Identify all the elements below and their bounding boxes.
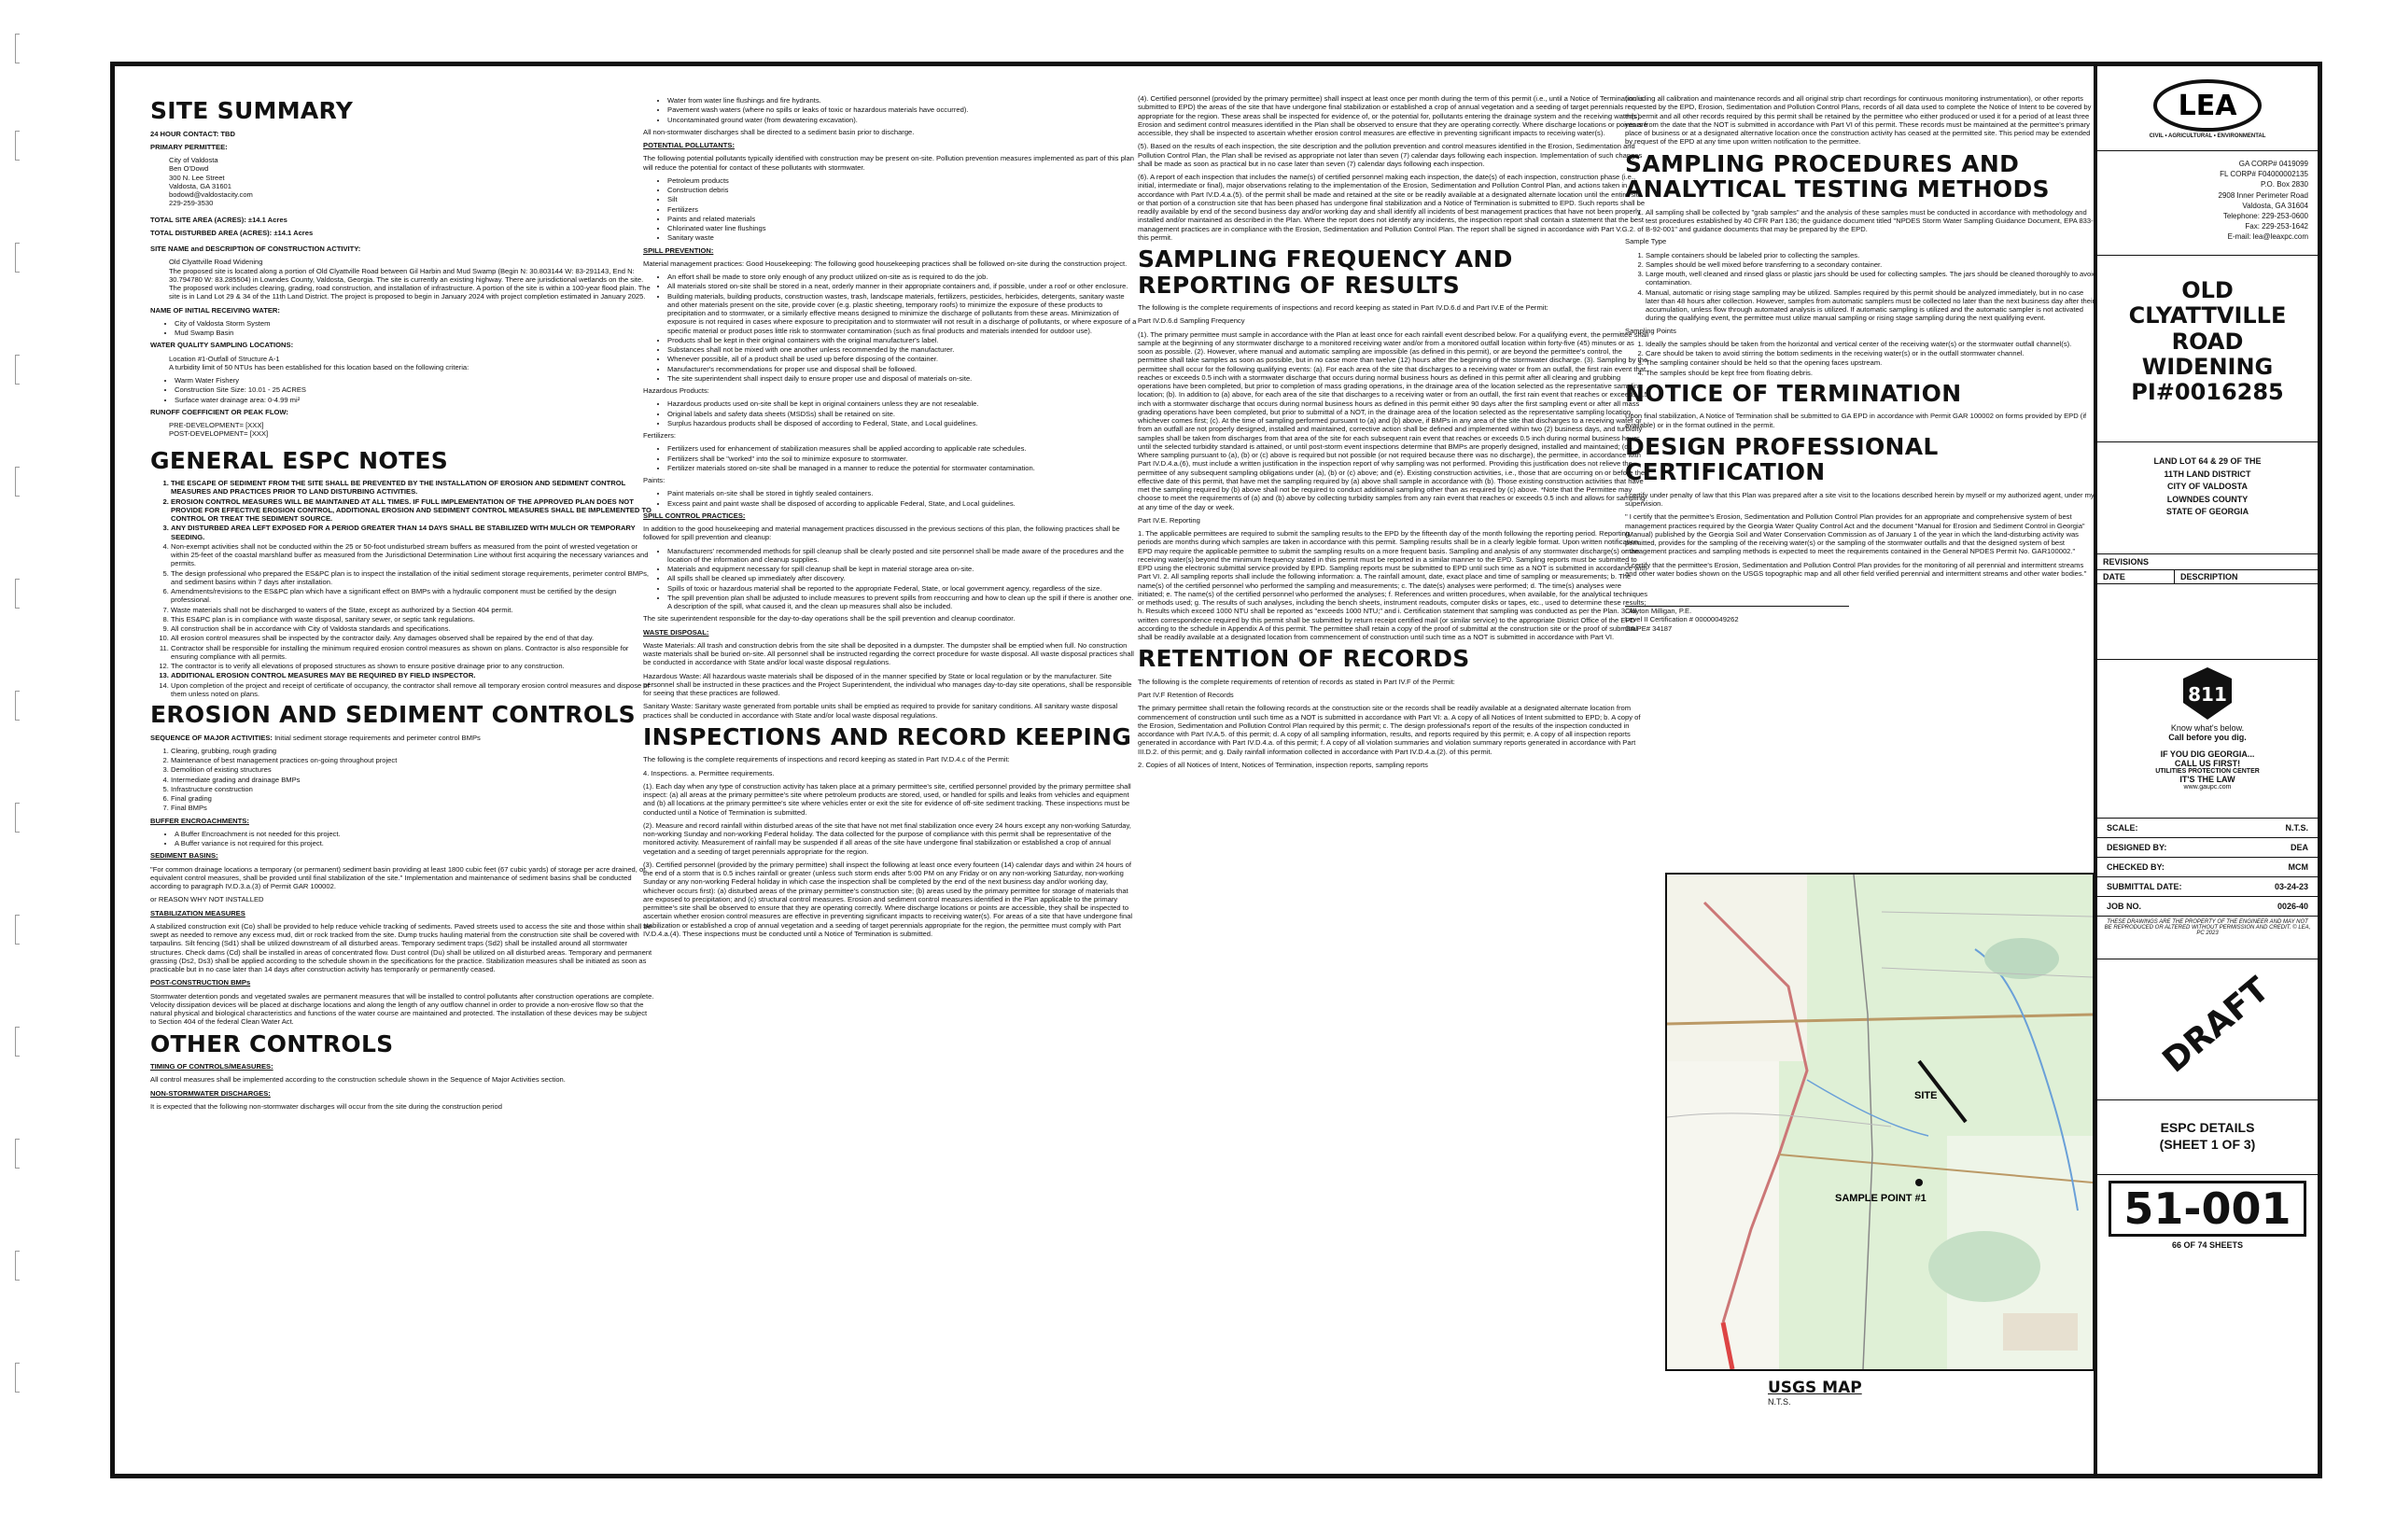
designed-row	[2097, 838, 2318, 858]
list-item: 1. Ideally the samples should be taken from the horizontal and vertical center of the receiving water(s) or the stormwater outfall channel(s).	[1646, 340, 2097, 348]
permittee-line: 300 N. Lee Street	[169, 173, 225, 182]
list-item: 4. Intermediate grading and drainage BMPs	[171, 776, 654, 784]
contact-line: E-mail: lea@leaxpc.com	[2227, 232, 2308, 242]
company-contact	[2097, 151, 2318, 256]
designed-label: DESIGNED BY:	[2107, 843, 2167, 852]
nonstorm-text: It is expected that the following non-stormwater discharges will occur from the site during the construction period	[150, 1101, 502, 1111]
project-line: CLYATTVILLE	[2128, 302, 2287, 329]
column-1	[150, 94, 654, 1457]
list-item: 6. Final grading	[171, 794, 654, 803]
list-item: • Fertilizers shall be "worked" into the soil to minimize exposure to stormwater.	[667, 455, 1138, 463]
location-line: STATE OF GEORGIA	[2165, 507, 2249, 516]
receiving-heading: NAME OF INITIAL RECEIVING WATER:	[150, 305, 280, 315]
basins-heading: SEDIMENT BASINS:	[150, 851, 218, 861]
inspection-p5: (5). Based on the results of each inspection, the site description and the pollution prevention and control measures identified in the Erosion, Sedimentation and Pollution Control Plan, the Plan shall be revised as appropriate not later than seven (7) calendar days following each inspection. Implementation of such changes shall be made as soon as practical but in no case later than seven (7) calendar days following each inspection.	[1138, 142, 1643, 168]
list-item: 7. Final BMPs	[171, 804, 654, 812]
inspections-p1: (1). Each day when any type of construction activity has taken place at a primary permittee's site, certified personnel provided by the primary permittee shall inspect: (a) all areas at the primary permittee's site where petroleum products are stored, used, or handled for spills and leaks from vehicles and equipment and (b) all locations at the primary permittee's site where vehicles enter or exit the site for evidence of off-site sediment tracking. These inspections must be conducted until a Notice of Termination is submitted.	[643, 781, 1131, 817]
call-811-icon	[2179, 665, 2235, 721]
project-line: PI#0016285	[2131, 379, 2284, 406]
list-item: • Paints and related materials	[667, 215, 1138, 223]
contact-line: Valdosta, GA 31604	[2242, 201, 2308, 210]
permittee-email: bodowd@valdostacity.com	[169, 190, 253, 199]
project-location	[2097, 442, 2318, 554]
list-item: • Materials and equipment necessary for spill cleanup shall be kept in material storage area on-site.	[667, 565, 1138, 573]
inspections-heading: INSPECTIONS AND RECORD KEEPING	[643, 722, 1132, 750]
list-item: • Pavement wash waters (where no spills or leaks of toxic or hazardous materials have occurred).	[667, 105, 1138, 114]
property-note: THESE DRAWINGS ARE THE PROPERTY OF THE ENGINEER AND MAY NOT BE REPRODUCED OR ALTERED WITHOUT PERMISSION AND CREDIT. © LEA, PC 2023	[2104, 919, 2311, 936]
call-811-block	[2097, 660, 2318, 819]
spill-control-heading: SPILL CONTROL PRACTICES:	[643, 511, 746, 520]
dig-line-1: IF YOU DIG GEORGIA...	[2160, 749, 2255, 759]
checked-value: MCM	[2288, 862, 2308, 872]
nonstorm-heading: NON-STORMWATER DISCHARGES:	[150, 1088, 271, 1098]
checked-row	[2097, 858, 2318, 877]
spill-control-list	[643, 547, 1138, 611]
espc-note: 13. ADDITIONAL EROSION CONTROL MEASURES MAY BE REQUIRED BY FIELD INSPECTOR.	[171, 671, 654, 679]
certification-p3: "I certify that the permittee's Erosion, Sedimentation and Pollution Control Plan provides for the monitoring of all perennial and intermittent streams and other water bodies shown on the USGS topographic map and all other field verified perennial and intermittent streams and other water bodies."	[1625, 560, 2087, 578]
logo-subtitle: CIVIL • AGRICULTURAL • ENVIRONMENTAL	[2149, 133, 2266, 139]
fertilizers-heading: Fertilizers:	[643, 431, 677, 440]
stabilization-text: A stabilized construction exit (Co) shall be provided to help reduce vehicle tracking of sediments. Paved streets used to access the site and those within shall be swept as needed to remove any excess mud, dirt or rock tracked from the site. Dump trucks hauling material from the construction site shall be covered with tarpaulins. Silt fencing (Sd1) shall be utilized downstream of all disturbed areas. Temporary sediment traps (Sd2) shall be installed around all stormwater structures. Check dams (Cd) shall be installed in areas of concentrated flow. Dust control (Du) shall be utilized on all disturbed areas. Temporary and permanent grassing (Ds2, Ds3) shall be applied according to the schedule shown in the specifications for the practice. Stabilization measures shall be initiated as soon as practicable but in no case later than 14 days after construction activity has temporarily or permanently ceased.	[150, 921, 652, 973]
title-block	[2094, 66, 2318, 1474]
list-item: • Surface water drainage area: 0-4.99 mi²	[175, 396, 654, 404]
list-item: • Products shall be kept in their original containers with the original manufacturer's label.	[667, 336, 1138, 344]
retention-part: Part IV.F Retention of Records	[1138, 691, 1234, 699]
basins-text: "For common drainage locations a temporary (or permanent) sediment basin providing at least 1800 cubic feet (67 cubic yards) of storage per acre drained, or equivalent control measures, shall be provided until final stabilization of the site." Implementation and maintenance of sediment basins shall be conducted according to paragraph IV.D.3.a.(3) of Permit GAR 100002.	[150, 864, 646, 890]
spill-list	[643, 273, 1138, 383]
call-line: Call before you dig.	[2168, 733, 2247, 742]
spill-control-end: The site superintendent responsible for the day-to-day operations shall be the spill prevention and cleanup coordinator.	[643, 614, 1016, 623]
dig-line-2: CALL US FIRST!	[2174, 759, 2241, 768]
list-item: • Mud Swamp Basin	[175, 329, 654, 337]
sheet-count: 66 OF 74 SHEETS	[2171, 1240, 2244, 1250]
list-item: • Fertilizers	[667, 205, 1138, 214]
list-item: 5. Infrastructure construction	[171, 785, 654, 793]
list-item: • All spills shall be cleaned up immediately after discovery.	[667, 574, 1138, 582]
list-item: • The spill prevention plan shall be adjusted to include measures to prevent spills from reoccurring and how to clean up the spill if there is another one. A description of the spill, what caused it, and the clean up measures shall also be included.	[667, 594, 1138, 611]
contact-line: Fax: 229-253-1642	[2245, 222, 2308, 231]
submittal-label: SUBMITTAL DATE:	[2107, 882, 2182, 891]
buffer-heading: BUFFER ENCROACHMENTS:	[150, 816, 249, 825]
retention-text: The following is the complete requirements of retention of records as stated in Part IV.F of the Permit:	[1138, 677, 1455, 686]
contact-line: P.O. Box 2830	[2261, 180, 2308, 189]
pollutants-heading: POTENTIAL POLLUTANTS:	[643, 141, 736, 149]
site-url: www.gaupc.com	[2183, 784, 2232, 791]
espc-note: 12. The contractor is to verify all elevations of proposed structures as shown to ensure positive drainage prior to any construction.	[171, 662, 654, 670]
sampling-list	[150, 376, 654, 404]
list-item: • Chlorinated water line flushings	[667, 224, 1138, 232]
records-text: (including all calibration and maintenance records and all original strip chart recordings for continuous monitoring instrumentation), or other reports requested by the EPD, Erosion, Sedimentation and Pollution Control Plans, records of all data used to complete the Notice of Intent to be covered by this permit and all other records required by this permit shall be retained by the permittee who either produced or used it for a period of at least three years from the date that the NOT is submitted in accordance with Part VI of this permit. These records must be maintained at the permittee's primary place of business or at a designated alternative location once the construction activity has ceased at the permitted site. This period may be extended by request of the EPD at any time upon written notification to the permittee.	[1625, 94, 2092, 147]
sampling-frequency-text: The following is the complete requirements of inspections and record keeping as stated in Part IV.D.6.d and Part IV.E of the Permit:	[1138, 303, 1548, 312]
espc-note: 9. All construction shall be in accordance with City of Valdosta standards and specifications.	[171, 624, 654, 633]
list-item: 4. The samples should be kept free from floating debris.	[1646, 369, 2097, 377]
list-item: • Sanitary waste	[667, 233, 1138, 242]
list-item: • Surplus hazardous products shall be disposed of according to Federal, State, and Local guidelines.	[667, 419, 1138, 427]
revisions-columns	[2097, 570, 2318, 584]
job-label: JOB NO.	[2107, 902, 2142, 911]
engineer-pe: GA PE# 34187	[1625, 623, 1673, 633]
waste-hazardous: Hazardous Waste: All hazardous waste materials shall be disposed of in the manner specified by State or local regulation or by the manufacturer. Site personnel shall be instructed in these practices and the Project Superintendent, the individual who manages day-to-day site operations, shall be responsible for seeing that these practices are followed.	[643, 671, 1132, 697]
binding-marks	[0, 0, 37, 1540]
contact-value: TBD	[220, 129, 236, 138]
sampling-procedures-list	[1625, 208, 2097, 234]
permittee-line: City of Valdosta	[169, 156, 218, 164]
list-item: • Paint materials on-site shall be stored in tightly sealed containers.	[667, 489, 1138, 497]
total-area: TOTAL SITE AREA (ACRES): ±14.1 Acres	[150, 215, 287, 224]
retention-end: 2. Copies of all Notices of Intent, Notices of Termination, inspection reports, sampling reports	[1138, 760, 1428, 769]
list-item: • Hazardous products used on-site shall be kept in original containers unless they are not resealable.	[667, 399, 1138, 408]
espc-note: 1. THE ESCAPE OF SEDIMENT FROM THE SITE SHALL BE PREVENTED BY THE INSTALLATION OF EROSION AND SEDIMENT CONTROL MEASURES AND PRACTICES PRIOR TO LAND DISTURBING ACTIVITIES.	[171, 479, 654, 497]
project-line: WIDENING	[2141, 354, 2274, 381]
lea-logo-icon	[2151, 77, 2263, 133]
scale-label: SCALE:	[2107, 823, 2138, 833]
sheet-title	[2097, 1100, 2318, 1175]
engineer-level: Level II Certification # 00000049262	[1625, 615, 1739, 624]
list-item: • Excess paint and paint waste shall be disposed of according to applicable Federal, State, and Local guidelines.	[667, 499, 1138, 508]
nonstorm-direction: All non-stormwater discharges shall be directed to a sediment basin prior to discharge.	[643, 127, 915, 136]
list-item: • Original labels and safety data sheets (MSDSs) shall be retained on site.	[667, 410, 1138, 418]
contact-line: GA CORP# 0419099	[2238, 160, 2308, 168]
list-item: 4. Manual, automatic or rising stage sampling may be utilized. Samples required by this permit should be analyzed immediately, but in no case later than 48 hours after collection. However, samples from automatic samplers must be collected no later than the next business day after their accumulation, unless flow through automated analysis is utilized. If automatic sampling is utilized and the automatic sampler is not activated during the qualifying event, the permittee must utilize manual sampling or rising stage sampling during the next qualifying event.	[1646, 288, 2097, 323]
column-3	[1138, 94, 1649, 1457]
map-site-label: SITE	[1914, 1090, 1938, 1101]
sequence-label: SEQUENCE OF MAJOR ACTIVITIES:	[150, 733, 273, 742]
inspections-text: The following is the complete requirements of inspections and record keeping as stated in Part IV.D.4.c of the Permit:	[643, 755, 1010, 764]
list-item: • Silt	[667, 195, 1138, 203]
espc-note: 8. This ES&PC plan is in compliance with waste disposal, sanitary sewer, or septic tank regulations.	[171, 615, 654, 623]
list-item: 3. The sampling container should be held so that the opening faces upstream.	[1646, 358, 2097, 367]
list-item: • A Buffer variance is not required for this project.	[175, 839, 654, 847]
certification-p2: " I certify that the permittee's Erosion, Sedimentation and Pollution Control Plan provides for an appropriate and comprehensive system of best management practices required by the Georgia Water Quality Control Act and the document "Manual for Erosion and Sediment Control in Georgia" (Manual) published by the Georgia Soil and Water Conservation Commission as of January 1 of the year in which the land-disturbing activity was permitted, provides for the sampling of the receiving water(s) or the sampling of the stormwater outfalls and that the designed system of best management practices and sampling methods is expected to meet the requirements contained in the General NPDES Permit No. GAR100002."	[1625, 512, 2085, 556]
spill-intro: Material management practices: Good Housekeeping: The following good housekeeping practices shall be followed on-site during the construction project.	[643, 259, 1128, 268]
inspection-p6: (6). A report of each inspection that includes the name(s) of certified personnel making each inspection, the date(s) of each inspection, construction phase (i.e., initial, intermediate or final), major observations relating to the implementation of the Erosion, Sedimentation and Pollution Control Plan, and actions taken in accordance with Part IV.D.4.a.(5). of the permit shall be made and retained at the site or be readily available at a designated alternate location until the entire site or that portion of a construction site that has been phased has undergone final stabilization and a Notice of Termination is submitted to EPD. Such reports shall be readily available by end of the second business day and/or working day and shall identify all incidents of best management practices that have not been properly installed and/or maintained as described in the Plan. Where the report does not identify any incidents, the inspection report shall contain a statement that the best management practices are in compliance with the Erosion, Sedimentation and Pollution Control Plan. The report shall be signed in accordance with Part V.G.2. of this permit.	[1138, 173, 1646, 242]
list-item: • A Buffer Encroachment is not needed for this project.	[175, 830, 654, 838]
espc-notes	[150, 479, 654, 698]
call-811-number: 811	[2188, 683, 2227, 706]
list-item: • An effort shall be made to store only enough of any product utilized on-site as is required to do the job.	[667, 273, 1138, 281]
utilities-line: UTILITIES PROTECTION CENTER	[2155, 768, 2260, 775]
company-logo	[2097, 66, 2318, 151]
rev-description-header: DESCRIPTION	[2180, 572, 2238, 581]
usgs-map	[1665, 873, 2095, 1423]
fertilizers-list	[643, 444, 1138, 472]
stabilization-heading: STABILIZATION MEASURES	[150, 908, 245, 917]
list-item: • Fertilizers used for enhancement of stabilization measures shall be applied according to applicable rate schedules.	[667, 444, 1138, 453]
list-item: • Manufacturers' recommended methods for spill cleanup shall be clearly posted and site personnel shall be made aware of the procedures and the location of the information and cleanup supplies.	[667, 547, 1138, 565]
runoff-heading: RUNOFF COEFFICIENT OR PEAK FLOW:	[150, 407, 288, 416]
retention-heading: RETENTION OF RECORDS	[1138, 645, 1470, 673]
runoff-post: POST-DEVELOPMENT= [XXX]	[169, 429, 269, 439]
sampling-frequency-body: (1). The primary permittee must sample in accordance with the Plan at least once for each rainfall event described below. For a qualifying event, the permittee shall sample at the beginning of any stormwater discharge to a monitored receiving water and/or from a monitored outfall location within forty-five (45) minutes or as soon as possible. (2). However, where manual and automatic sampling are impossible (as defined in this permit), or are beyond the permittee's control, the permittee shall take samples as soon as possible, but in no case more than twelve (12) hours after the beginning of the stormwater discharge. (3). Sampling by the permittee shall occur for the following qualifying events: (a). For each area of the site that discharges to a receiving water or from an outfall, the first rain event that reaches or exceeds 0.5 inch with a stormwater discharge that occurs during normal business hours as defined in this permit after all clearing and grubbing operations have been completed, but prior to completion of mass grading operations, in the drainage area of the location selected as the representative sampling location; (b). In addition to (a) above, for each area of the site that discharges to a receiving water or from an outfall, the first rain event that reaches or exceeds 0.5 inch with a stormwater discharge that occurs during normal business hours as defined in this permit either 90 days after the first sampling event or after all mass grading operations have been completed, but prior to submittal of a NOT, in the drainage area of the location selected as the representative sampling location, whichever comes first; (c). At the time of sampling performed pursuant to (a) and (b) above, if BMPs in any area of the site that discharges to a receiving water or from an outfall are not properly designed, installed and maintained, corrective action shall be defined and implemented within two (2) business days, and turbidity samples shall be taken from discharges from that area of the site for each subsequent rain event that reaches or exceeds 0.5 inch during normal business hours until the selected turbidity standard is attained, or until post-storm event inspections determine that BMPs are properly designed, installed and maintained; (d). Where sampling pursuant to (a), (b) or (c) above is required but not possible (or not required because there was no discharge), the permittee, in accordance with Part IV.D.4.a.(6), must include a written justification in the inspection report of why sampling was not performed. Providing this justification does not relieve the permittee of any subsequent sampling obligations under (a), (b) or (c) above; and (e). Existing construction activities, i.e., those that are occurring on or before the effective date of this permit, that have met the sampling required by (a) above shall sample in accordance with (b). Those existing construction activities that have met the sampling required by (b) above shall not be required to conduct additional sampling other than as required by (c) above. *Note that the Permittee may choose to meet the requirements of (a) and (b) above by collecting turbidity samples from any rain event that reaches or exceeds 0.5 inch and allows for sampling at any time of the day or week.	[1138, 329, 1649, 511]
drawing-info	[2097, 819, 2318, 959]
know-line: Know what's below.	[2170, 723, 2245, 733]
list-item: 1. All sampling shall be collected by "grab samples" and the analysis of these samples must be conducted in accordance with methodology and test procedures established by 40 CFR Part 136; the guidance document titled "NPDES Storm Water Sampling Guidance Document, EPA 833-B-92-001" and guidance documents that may be prepared by the EPD.	[1646, 208, 2097, 234]
column-2	[643, 94, 1138, 1457]
submittal-row	[2097, 877, 2318, 897]
location-line: LOWNDES COUNTY	[2166, 494, 2249, 504]
law-line: IT'S THE LAW	[2179, 775, 2235, 784]
retention-body: The primary permittee shall retain the following records at the construction site or the records shall be readily available at a designated alternate location from commencement of construction until such time as a NOT is submitted in accordance with Part VI: a. A copy of all Notices of Intent submitted to EPD; b. A copy of the Erosion, Sedimentation and Pollution Control Plan required by this permit; c. The design professional's report of the results of the inspection conducted in accordance with Part IV.A.5. of this permit; d. A copy of all sampling information, results, and reports required by this permit; e. A copy of all inspection reports generated in accordance with Part IV.D.4.a. of this permit; f. A copy of all violation summaries and violation summary reports generated in accordance with Part III.D.2. of this permit; and g. Daily rainfall information collected in accordance with Part IV.D.4.a.(2). of this permit.	[1138, 704, 1641, 756]
map-sample-label: SAMPLE POINT #1	[1835, 1193, 1927, 1204]
list-item: • Construction debris	[667, 186, 1138, 194]
paints-heading: Paints:	[643, 476, 666, 484]
espc-note: 10. All erosion control measures shall be inspected by the contractor daily. Any damages observed shall be repaired by the end of that day.	[171, 634, 654, 642]
list-item: • Whenever possible, all of a product shall be used up before disposing of the container.	[667, 355, 1138, 363]
location-line: 11TH LAND DISTRICT	[2164, 469, 2251, 479]
draft-stamp	[2097, 959, 2318, 1100]
spill-control-text: In addition to the good housekeeping and material management practices discussed in the previous sections of this plan, the following practices shall be followed for spill prevention and cleanup:	[643, 525, 1120, 542]
list-item: 3. Large mouth, well cleaned and rinsed glass or plastic jars should be used for collecting samples. The jars should be cleaned thoroughly to avoid contamination.	[1646, 270, 2097, 287]
other-controls-heading: OTHER CONTROLS	[150, 1029, 394, 1057]
list-item: • Spills of toxic or hazardous material shall be reported to the appropriate Federal, State, or local government agency, regardless of the size.	[667, 584, 1138, 593]
waste-text: Waste Materials: All trash and construction debris from the site shall be deposited in a dumpster. The dumpster shall be emptied when full. No construction waste materials shall be buried on-site. All personnel shall be instructed regarding the correct procedure for waste disposal. All waste disposal practices shall be conducted in accordance with State and/or local waste disposal regulations.	[643, 640, 1134, 667]
list-item: • Warm Water Fishery	[175, 376, 654, 385]
waste-sanitary: Sanitary Waste: Sanitary waste generated from portable units shall be emptied as required to provide for sanitary conditions. All sanitary waste disposal practices shall be conducted in accordance with State and/or local waste disposal regulations.	[643, 702, 1118, 720]
project-line: ROAD	[2171, 328, 2244, 355]
list-item: 1. Clearing, grubbing, rough grading	[171, 747, 654, 755]
list-item: 2. Samples should be well mixed before transferring to a secondary container.	[1646, 260, 2097, 269]
site-name-heading: SITE NAME and DESCRIPTION OF CONSTRUCTION ACTIVITY:	[150, 245, 361, 253]
list-item: • City of Valdosta Storm System	[175, 319, 654, 328]
post-construction-text: Stormwater detention ponds and vegetated swales are permanent measures that will be installed to control pollutants after construction operations are complete. Velocity dissipation devices will be placed at discharge locations and along the length of any outflow channel in order to provide a non-erosive flow so that the natural physical and biological characteristics and functions of the water course are maintained and protected. The installation of these devices may be subject to Section 404 of the federal Clean Water Act.	[150, 991, 654, 1027]
map-scale: N.T.S.	[1768, 1397, 1791, 1407]
espc-note: 11. Contractor shall be responsible for installing the minimum required erosion control measures as shown on plans. Contractor is also responsible for ensuring compliance with all permits.	[171, 644, 654, 662]
sheet-number: 51-001	[2109, 1181, 2306, 1237]
runoff-pre: PRE-DEVELOPMENT= [XXX]	[169, 421, 264, 429]
reporting-body: 1. The applicable permittees are required to submit the sampling results to the EPD by the fifteenth day of the month following the reporting period. Reporting periods are months during which samples are taken in accordance with this permit. Sampling results shall be in a clearly legible format. Upon written notification, EPD may require the applicable permittee to submit the sampling results on a more frequent basis. Sampling and analysis of any stormwater discharge(s) or the receiving water(s) beyond the minimum frequency stated in this permit must be reported in a similar manner to the EPD. Sampling reports must be submitted to EPD using the electronic submittal service provided by EPD. Sampling reports must be submitted to EPD until such time as a NOT is submitted in accordance with Part VI. 2. All sampling reports shall include the following information: a. The rainfall amount, date, exact place and time of sampling or measurements; b. The name(s) of the certified personnel who performed the sampling and measurements; c. The date(s) analyses were performed; d. The time(s) analyses were initiated; e. The name(s) of the certified personnel who performed the analyses; f. References and written procedures, when available, for the analytical techniques or methods used; g. The results of such analyses, including the bench sheets, instrument readouts, computer disks or tapes, etc., used to determine these results; h. Results which exceed 1000 NTU shall be reported as "exceeds 1000 NTU;" and i. Certification statement that sampling was conducted as per the Plan. 3. All written correspondence required by this permit shall be submitted by return receipt certified mail (or similar service) to the appropriate District Office of the EPD according to the schedule in Appendix A of this permit. The permittee shall retain a copy of the proof of submittal at the construction site or the proof of submittal shall be readily available at a designated location from commencement of construction until such time as a NOT is submitted in accordance with Part VI.	[1138, 529, 1648, 641]
spill-heading: SPILL PREVENTION:	[643, 245, 714, 255]
job-row	[2097, 897, 2318, 917]
list-item: • Fertilizer materials stored on-site shall be managed in a manner to reduce the potential for stormwater contamination.	[667, 464, 1138, 472]
inspections-sub: 4. Inspections. a. Permittee requirements.	[643, 768, 775, 777]
sampling-points-label: Sampling Points	[1625, 326, 1676, 335]
timing-text: All control measures shall be implemented according to the construction schedule shown in the Sequence of Major Activities section.	[150, 1075, 566, 1085]
location-line: LAND LOT 64 & 29 OF THE	[2153, 456, 2262, 466]
submittal-value: 03-24-23	[2274, 882, 2308, 891]
buffer-list	[150, 830, 654, 848]
list-item: 3. Demolition of existing structures	[171, 765, 654, 774]
inspections-p2: (2). Measure and record rainfall within disturbed areas of the site that have not met final stabilization once every 24 hours except any non-working Saturday, non-working Sunday and non-working Federal holiday. The data collected for the purpose of compliance with this permit shall be representative of the monitored activity. Measurement of rainfall may be suspended if all areas of the site have undergone final stabilization or established a crop of annual vegetation and a seeding of target perennials appropriate for the region.	[643, 820, 1131, 856]
sheet-title-line: (SHEET 1 OF 3)	[2159, 1137, 2256, 1153]
list-item: 2. Care should be taken to avoid stirring the bottom sediments in the receiving water(s) or in the outfall stormwater channel.	[1646, 349, 2097, 357]
list-item: • Water from water line flushings and fire hydrants.	[667, 96, 1138, 105]
espc-note: 4. Non-exempt activities shall not be conducted within the 25 or 50-foot undisturbed stream buffers as measured from the point of wrested vegetation or within 25-feet of the coastal marshland buffer as measured from the Jurisdictional Determination Line without first acquiring the necessary variances and permits.	[171, 542, 654, 568]
hazard-heading: Hazardous Products:	[643, 386, 709, 395]
sampling-location: Location #1-Outfall of Structure A-1	[169, 354, 280, 363]
scale-value: N.T.S.	[2285, 823, 2308, 833]
termination-heading: NOTICE OF TERMINATION	[1625, 379, 1962, 407]
pollutants-text: The following potential pollutants typically identified with construction may be present on-site. Pollution prevention measures implemented as part of this plan will reduce the potential for contact of these pollutants with stormwater.	[643, 154, 1134, 172]
inspections-p3: (3). Certified personnel (provided by the primary permittee) shall inspect the following at least once every fourteen (14) calendar days and within 24 hours of the end of a storm that is 0.5 inches rainfall or greater (unless such storm ends after 5:00 PM on any Friday or on any non-working Saturday, non-working Sunday or any non-working Federal holiday in which case the inspection shall be completed by the end of the next business day and/or working day, whichever occurs first): (a) disturbed areas of the primary permittee's construction site; (b) areas used by the primary permittee for storage of materials that are exposed to precipitation; and (c) structural control measures. Erosion and sediment control measures identified in the Plan applicable to the primary permittee's site shall be observed to ensure that they are operating correctly. Where discharge locations or points are accessible, they shall be inspected to ascertain whether erosion control measures are effective in preventing significant impacts to receiving water(s). For areas of a site that have undergone final stabilization or established a crop of annual vegetation and a seeding of target perennials appropriate for the region, the permittee must comply with Part IV.D.4.a.(4). These inspections must be conducted until a Notice of Termination is submitted.	[643, 860, 1133, 938]
basins-reason: or REASON WHY NOT INSTALLED	[150, 895, 264, 904]
checked-label: CHECKED BY:	[2107, 862, 2165, 872]
list-item: • The site superintendent shall inspect daily to ensure proper use and disposal of materials on-site.	[667, 374, 1138, 383]
termination-text: Upon final stabilization, A Notice of Termination shall be submitted to GA EPD in accordance with Permit GAR 100002 on forms provided by EPD (if available) or in the format outlined in the permit.	[1625, 412, 2087, 429]
reporting-part: Part IV.E. Reporting	[1138, 515, 1200, 525]
list-item: 1. Sample containers should be labeled prior to collecting the samples.	[1646, 251, 2097, 259]
designed-value: DEA	[2290, 843, 2308, 852]
permittee-phone: 229-259-3530	[169, 199, 214, 208]
sampling-heading: WATER QUALITY SAMPLING LOCATIONS:	[150, 341, 294, 350]
draft-label: DRAFT	[2155, 970, 2277, 1081]
inspection-p4: (4). Certified personnel (provided by the primary permittee) shall inspect at least once per month during the term of this permit (i.e., until a Notice of Termination is submitted to EPD) the areas of the site that have undergone final stabilization or established a crop of annual vegetation and a seeding of target perennials appropriate for the region. These areas shall be inspected for evidence of, or the potential for, pollutants entering the drainage system and the receiving water(s). Erosion and sediment control measures identified in the Plan shall be observed to ensure that they are operating correctly. Where discharge locations or points are accessible, they shall be inspected to ascertain whether erosion control measures are effective in preventing significant impacts to receiving water(s).	[1138, 94, 1648, 137]
map-caption: USGS MAP	[1768, 1379, 1862, 1397]
espc-note: 3. ANY DISTURBED AREA LEFT EXPOSED FOR A PERIOD GREATER THAN 14 DAYS SHALL BE STABILIZED WITH MULCH OR TEMPORARY SEEDING.	[171, 524, 654, 541]
logo-text: LEA	[2178, 90, 2237, 122]
certification-p1: I certify under penalty of law that this Plan was prepared after a site visit to the locations described herein by myself or my authorized agent, under my supervision.	[1625, 490, 2095, 508]
site-description: The proposed site is located along a portion of Old Clyattville Road between Gil Harbin and Mud Swamp (Begin N: 30.803144 W: 83-291143, End N: 30.794780 W: 83.285504) in Lowndes County, Valdosta, Georgia. The site is currently an existing highway. There are jurisdictional wetlands on the site. The proposed work includes clearing, grading, road construction, and installation of infrastructure. A portion of the site is within a 100-year flood plain. The site is in Land Lot 29 & 34 of the 11th Land District. The project is proposed to begin in January 2024 with project completion estimated in January 2025.	[169, 266, 651, 301]
list-item: • Construction Site Size: 10.01 - 25 ACRES	[175, 385, 654, 394]
list-item: • All materials stored on-site shall be stored in a neat, orderly manner in their appropriate containers and, if possible, under a roof or other enclosure.	[667, 282, 1138, 290]
disturbed-area: TOTAL DISTURBED AREA (ACRES): ±14.1 Acres	[150, 228, 314, 237]
receiving-list	[150, 319, 654, 338]
project-line: OLD	[2181, 277, 2234, 303]
sampling-text: A turbidity limit of 50 NTUs has been established for this location based on the following criteria:	[169, 362, 469, 371]
contact-line: 2908 Inner Perimeter Road	[2218, 190, 2308, 200]
site-summary-heading: SITE SUMMARY	[150, 97, 354, 124]
engineer-name: Clayton Milligan, P.E.	[1625, 607, 1692, 615]
hazard-list	[643, 399, 1138, 427]
rev-date-header: DATE	[2097, 570, 2175, 583]
job-value: 0026-40	[2277, 902, 2308, 911]
espc-note: 6. Amendments/revisions to the ES&PC plan which have a significant effect on BMPs with a hydraulic component must be certified by the design professional.	[171, 587, 654, 605]
list-item: • Building materials, building products, construction wastes, trash, landscape materials, fertilizers, pesticides, herbicides, detergents, sanitary waste and other materials present on the site, provide cover (e.g. plastic sheeting, temporary roofs) to minimize the exposure of these products to precipitation and to stormwater, or a similarly effective means designed to minimize the discharge of pollutants from these areas. Minimization of exposure is not required in cases where exposure to precipitation and to stormwater will not result in a discharge of pollutants, or where exposure of a specific material or product poses little risk to stormwater contamination (such as final products and materials intended for outdoor use).	[667, 292, 1138, 335]
espc-note: 7. Waste materials shall not be discharged to waters of the State, except as authorized by a Section 404 permit.	[171, 606, 654, 614]
permittee-line: Valdosta, GA 31601	[169, 181, 231, 190]
map-image	[1665, 873, 2095, 1371]
revisions-label: REVISIONS	[2097, 554, 2318, 570]
sample-type-list	[1625, 251, 2097, 323]
permittee-label: PRIMARY PERMITTEE:	[150, 142, 228, 151]
list-item: • Uncontaminated ground water (from dewatering excavation).	[667, 116, 1138, 124]
espc-note: 2. EROSION CONTROL MEASURES WILL BE MAINTAINED AT ALL TIMES. IF FULL IMPLEMENTATION OF THE APPROVED PLAN DOES NOT PROVIDE FOR EFFECTIVE EROSION CONTROL, ADDITIONAL EROSION AND SEDIMENT CONTROL MEASURES SHALL BE IMPLEMENTED TO CONTROL OR TREAT THE SEDIMENT SOURCE.	[171, 497, 654, 524]
timing-heading: TIMING OF CONTROLS/MEASURES:	[150, 1062, 273, 1071]
sequence-list	[150, 747, 654, 813]
sampling-frequency-part: Part IV.D.6.d Sampling Frequency	[1138, 316, 1245, 326]
erosion-heading: EROSION AND SEDIMENT CONTROLS	[150, 701, 636, 728]
map-graphic	[1667, 875, 2093, 1369]
pollutants-list	[643, 176, 1138, 243]
sampling-procedures-heading: SAMPLING PROCEDURES AND ANALYTICAL TESTING METHODS	[1625, 149, 2050, 203]
permittee-block	[150, 156, 654, 208]
list-item: • Manufacturer's recommendations for proper use and disposal shall be followed.	[667, 365, 1138, 373]
sheet-title-line: ESPC DETAILS	[2160, 1120, 2255, 1135]
sequence-text: Initial sediment storage requirements and perimeter control BMPs	[274, 733, 481, 742]
contact-label: 24 HOUR CONTACT:	[150, 129, 219, 138]
nonstorm-list	[643, 96, 1138, 124]
waste-heading: WASTE DISPOSAL:	[643, 627, 709, 637]
permittee-line: Ben O'Dowd	[169, 164, 209, 174]
sampling-frequency-heading: SAMPLING FREQUENCY AND REPORTING OF RESULTS	[1138, 245, 1513, 299]
espc-note: 14. Upon completion of the project and receipt of certificate of occupancy, the contractor shall remove all temporary erosion control measures and dispose of them unless noted on plans.	[171, 681, 654, 699]
drawing-sheet	[110, 62, 2322, 1478]
list-item: • Petroleum products	[667, 176, 1138, 185]
project-title	[2097, 256, 2318, 442]
post-construction-heading: POST-CONSTRUCTION BMPs	[150, 978, 251, 987]
paints-list	[643, 489, 1138, 508]
revisions-table	[2097, 554, 2318, 660]
list-item: 2. Maintenance of best management practices on-going throughout project	[171, 756, 654, 764]
location-line: CITY OF VALDOSTA	[2166, 482, 2248, 491]
certification-heading: DESIGN PROFESSIONAL CERTIFICATION	[1625, 432, 1939, 486]
sample-type-label: Sample Type	[1625, 237, 1667, 246]
column-4	[1625, 94, 2097, 869]
espc-heading: GENERAL ESPC NOTES	[150, 446, 448, 474]
contact-line: FL CORP# F04000002135	[2220, 170, 2308, 179]
site-name: Old Clyattville Road Widening	[169, 258, 263, 267]
sampling-points-list	[1625, 340, 2097, 377]
scale-row	[2097, 819, 2318, 838]
espc-note: 5. The design professional who prepared the ES&PC plan is to inspect the installation of the initial sediment storage requirements, perimeter control BMPs, and sediment basins within 7 days after installation.	[171, 569, 654, 587]
list-item: • Substances shall not be mixed with one another unless recommended by the manufacturer.	[667, 345, 1138, 354]
contact-line: Telephone: 229-253-0600	[2222, 211, 2308, 220]
